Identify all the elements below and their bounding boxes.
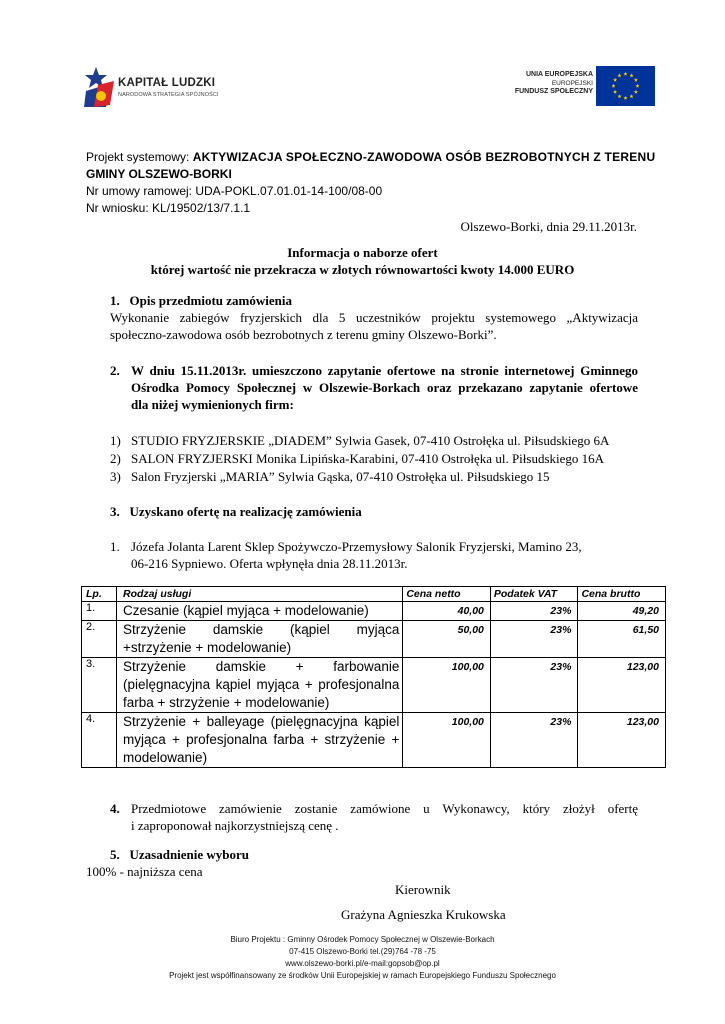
row-vat: 23% (490, 621, 578, 658)
row-net: 100,00 (403, 713, 491, 768)
signature-role: Kierownik (395, 882, 451, 897)
row-vat: 23% (490, 658, 578, 713)
row-service: Strzyżenie damskie (kąpiel myjąca +strzyżenie + modelowanie) (117, 621, 403, 658)
firm-2: SALON FRYZJERSKI Monika Lipińska-Karabini, 07-410 Ostrołęka ul. Piłsudskiego 16A (131, 451, 605, 466)
footer-line2: 07-415 Olszewo-Borki tel.(29)764 -78 -75 (289, 947, 436, 956)
contract-number: Nr umowy ramowej: UDA-POKL.07.01.01-14-100/08-00 (86, 184, 383, 198)
project-label: Projekt systemowy: (86, 150, 193, 164)
section4-line1: Przedmiotowe zamówienie zostanie zamówione u Wykonawcy, który złożył ofertę (131, 801, 638, 816)
header-net: Cena netto (403, 587, 491, 602)
row-lp: 4. (82, 713, 117, 768)
table-row (82, 658, 666, 713)
section4-number: 4. (110, 801, 120, 816)
section1-line1: Wykonanie zabiegów fryzjerskich dla 5 uczestników projektu systemowego „Aktywizacja (110, 310, 638, 325)
row-gross: 123,00 (578, 713, 666, 768)
kapital-ludzki-logo (82, 65, 116, 110)
row-lp: 2. (82, 621, 117, 658)
kl-logo-title: KAPITAŁ LUDZKI (118, 77, 216, 89)
firm-3: Salon Fryzjerski „MARIA” Sylwia Gąska, 07-410 Ostrołęka ul. Piłsudskiego 15 (131, 469, 550, 484)
section2-line3: dla niżej wymienionych firm: (131, 397, 294, 412)
row-service: Strzyżenie + balleyage (pielęgnacyjna kąpiel myjąca + profesjonalna farba + strzyżenie + modelowanie) (117, 713, 403, 768)
firm-1-number: 1) (110, 433, 121, 448)
doc-subtitle: której wartość nie przekracza w złotych równowartości kwoty 14.000 EURO (150, 262, 575, 277)
project-line1 (86, 149, 655, 167)
eu-logo-text (515, 71, 593, 97)
section5-text: 100% - najniższa cena (86, 864, 203, 879)
table-row (82, 602, 666, 621)
project-name-line2: GMINY OLSZEWO-BORKI (86, 167, 232, 181)
eu-line3: FUNDUSZ SPOŁECZNY (514, 88, 593, 95)
firm-3-number: 3) (110, 469, 121, 484)
section1-heading: 1. Opis przedmiotu zamówienia (110, 293, 292, 308)
offer-line1: Józefa Jolanta Larent Sklep Spożywczo-Przemysłowy Salonik Fryzjerski, Mamino 23, (131, 539, 582, 554)
row-vat: 23% (490, 713, 578, 768)
kl-logo-subtitle: NARODOWA STRATEGIA SPÓJNOŚCI (118, 92, 219, 98)
row-vat: 23% (490, 602, 578, 621)
row-lp: 1. (82, 602, 117, 621)
table-row (82, 621, 666, 658)
project-name-line1: AKTYWIZACJA SPOŁECZNO-ZAWODOWA OSÓB BEZROBOTNYCH Z TERENU (192, 150, 656, 164)
row-gross: 123,00 (578, 658, 666, 713)
firm-1: STUDIO FRYZJERSKIE „DIADEM” Sylwia Gasek, 07-410 Ostrołęka ul. Piłsudskiego 6A (131, 433, 610, 448)
row-net: 100,00 (403, 658, 491, 713)
row-service: Strzyżenie damskie + farbowanie (pielęgnacyjna kąpiel myjąca + profesjonalna farba + strzyżenie + modelowanie) (117, 658, 403, 713)
offer-number: 1. (110, 539, 120, 554)
row-net: 40,00 (403, 602, 491, 621)
project-line2 (86, 166, 232, 184)
application-number: Nr wniosku: KL/19502/13/7.1.1 (86, 201, 251, 215)
row-gross: 49,20 (578, 602, 666, 621)
row-net: 50,00 (403, 621, 491, 658)
section2-number: 2. (110, 363, 120, 378)
row-lp: 3. (82, 658, 117, 713)
firm-2-number: 2) (110, 451, 121, 466)
section2-line2: Ośrodka Pomocy Społecznej w Olszewie-Borkach oraz przekazano zapytanie ofertowe (131, 380, 638, 395)
footer-line3: www.olszewo-borki.pl/e-mail:gopsob@op.pl (285, 959, 440, 968)
offers-table (81, 586, 666, 768)
row-service: Czesanie (kąpiel myjąca + modelowanie) (117, 602, 403, 621)
eu-line2: EUROPEJSKI (551, 79, 593, 87)
header-service: Rodzaj usługi (117, 587, 403, 602)
table-row (82, 713, 666, 768)
section4-line2: i zaproponował najkorzystniejszą cenę . (131, 818, 339, 833)
table-header-row (82, 587, 666, 602)
section5-heading: 5. Uzasadnienie wyboru (110, 847, 250, 862)
offer-line2: 06-216 Sypniewo. Oferta wpłynęła dnia 28.11.2013r. (131, 556, 408, 571)
section3-heading: 3. Uzyskano ofertę na realizację zamówienia (110, 504, 362, 519)
header-vat: Podatek VAT (490, 587, 578, 602)
section2-line1: W dniu 15.11.2013r. umieszczono zapytanie ofertowe na stronie internetowej Gminnego (131, 363, 638, 378)
date-line: Olszewo-Borki, dnia 29.11.2013r. (460, 219, 637, 234)
section1-line2: społeczno-zawodowa osób bezrobotnych z terenu gminy Olszewo-Borki”. (110, 327, 497, 342)
eu-line1: UNIA EUROPEJSKA (525, 71, 593, 78)
footer-line4: Projekt jest współfinansowany ze środków Unii Europejskiej w ramach Europejskiego Funduszu Społecznego (169, 971, 556, 980)
doc-title: Informacja o naborze ofert (287, 245, 438, 260)
header-gross: Cena brutto (578, 587, 666, 602)
footer-line1: Biuro Projektu : Gminny Ośrodek Pomocy Społecznej w Olszewie-Borkach (230, 935, 495, 944)
signature-name: Grażyna Agnieszka Krukowska (341, 907, 506, 922)
row-gross: 61,50 (578, 621, 666, 658)
header-lp: Lp. (82, 587, 117, 602)
eu-flag-icon (596, 66, 655, 106)
